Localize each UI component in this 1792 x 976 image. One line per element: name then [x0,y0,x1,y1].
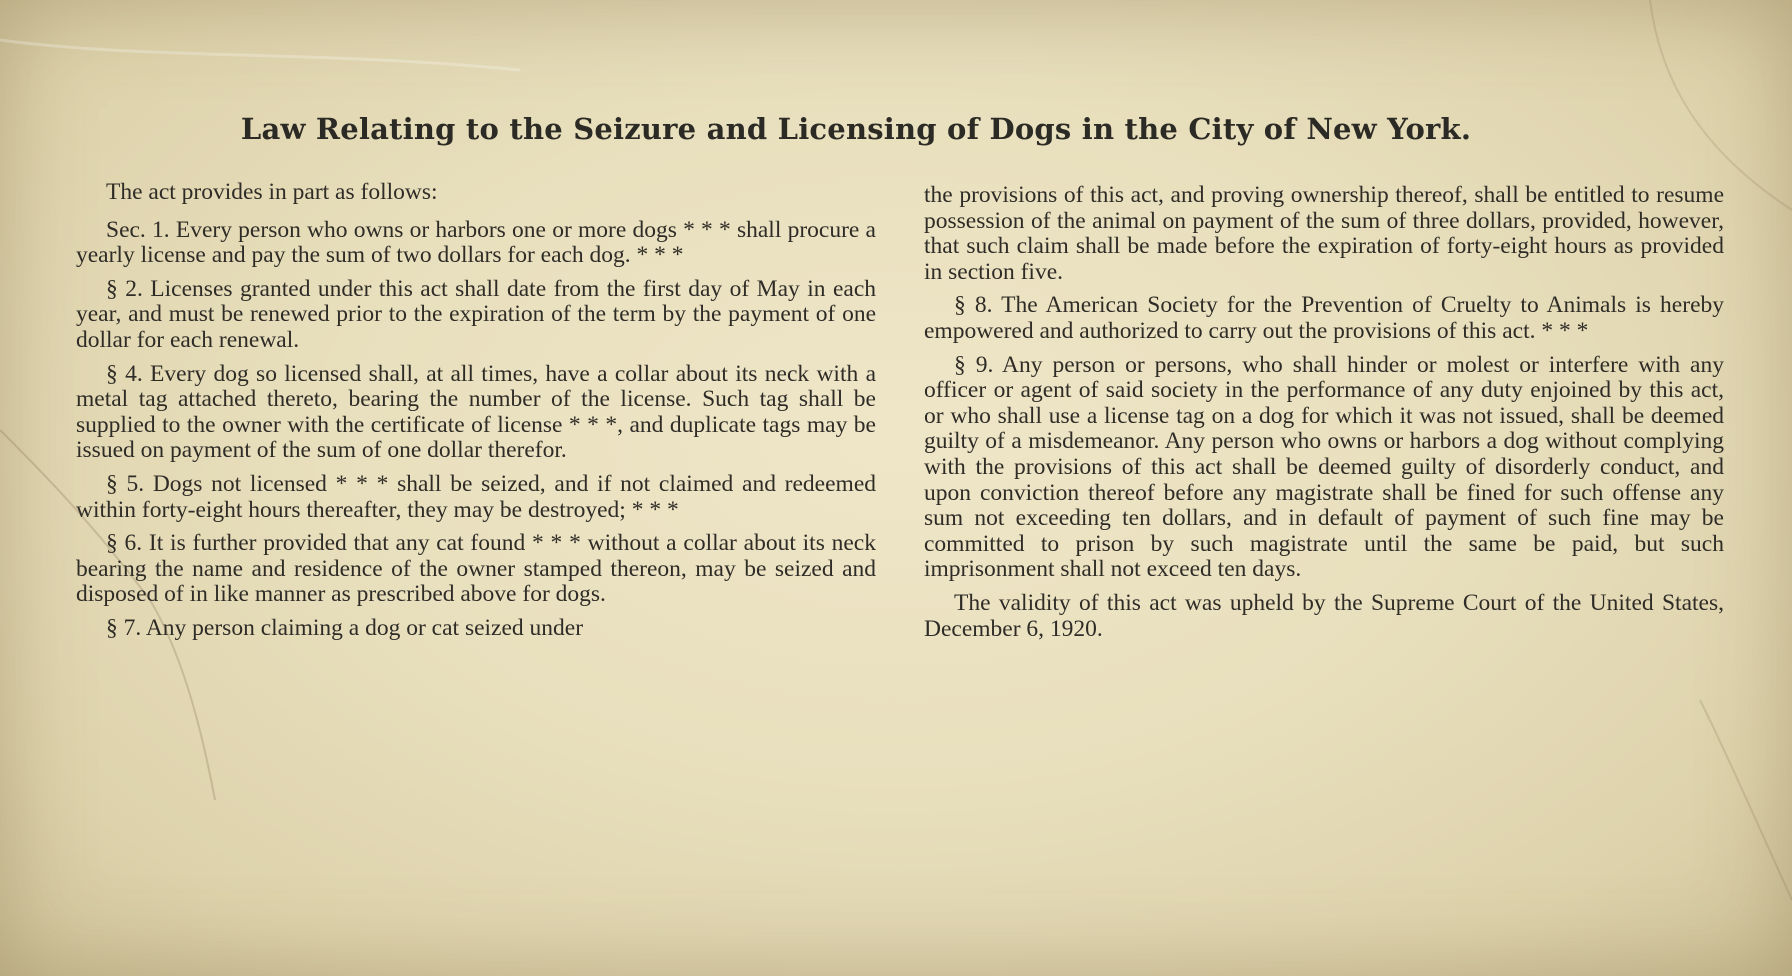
intro-paragraph: The act provides in part as follows: [106,179,438,205]
section-5-paragraph: § 5. Dogs not licensed * * * shall be seized, and if not claimed and redeemed within forty-eight hours thereafter, they may be destroyed; * * * [76,470,876,523]
section-9-paragraph: § 9. Any person or persons, who shall hinder or molest or interfere with any officer or agent of said society in the performance of any duty enjoined by this act, or who shall use a license tag on a dog for which it was not issued, shall be deemed guilty of a misdemeanor. Any person who owns or harbors a dog without complying with the provisions of this act shall be deemed guilty of disorderly conduct, and upon conviction thereof before any magistrate shall be fined for such offense any sum not exceeding ten dollars, and in default of payment of such fine may be committed to prison by such magistrate until the same be paid, but such imprisonment shall not exceed ten days. [924,351,1724,583]
section-2-paragraph: § 2. Licenses granted under this act shall date from the first day of May in each year, and must be renewed prior to the expiration of the term by the payment of one dollar for each renewal. [76,275,876,353]
section-7-paragraph-continued: the provisions of this act, and proving ownership thereof, shall be entitled to resume possession of the animal on payment of the sum of three dollars, provided, however, that such claim shall be made before the expiration of forty-eight hours as provided in section five. [924,182,1724,285]
document-title: Law Relating to the Seizure and Licensing of Dogs in the City of New York. [240,112,1472,146]
section-1-paragraph: Sec. 1. Every person who owns or harbors one or more dogs * * * shall procure a yearly license and pay the sum of two dollars for each dog. * * * [76,216,876,269]
validity-paragraph: The validity of this act was upheld by the Supreme Court of the United States, December 6, 1920. [924,589,1724,642]
left-column [76,180,876,642]
right-column [924,183,1724,642]
section-6-paragraph: § 6. It is further provided that any cat found * * * without a collar about its neck bearing the name and residence of the owner stamped thereon, may be seized and disposed of in like manner as prescribed above for dogs. [76,530,876,608]
section-4-paragraph: § 4. Every dog so licensed shall, at all times, have a collar about its neck with a metal tag attached thereto, bearing the number of the license. Such tag shall be supplied to the owner with the certificate of license * * *, and duplicate tags may be issued on payment of the sum of one dollar therefor. [76,360,876,464]
section-8-paragraph: § 8. The American Society for the Prevention of Cruelty to Animals is hereby empowered and authorized to carry out the provisions of this act. * * * [924,292,1724,344]
section-7-paragraph-start: § 7. Any person claiming a dog or cat seized under [106,614,584,641]
